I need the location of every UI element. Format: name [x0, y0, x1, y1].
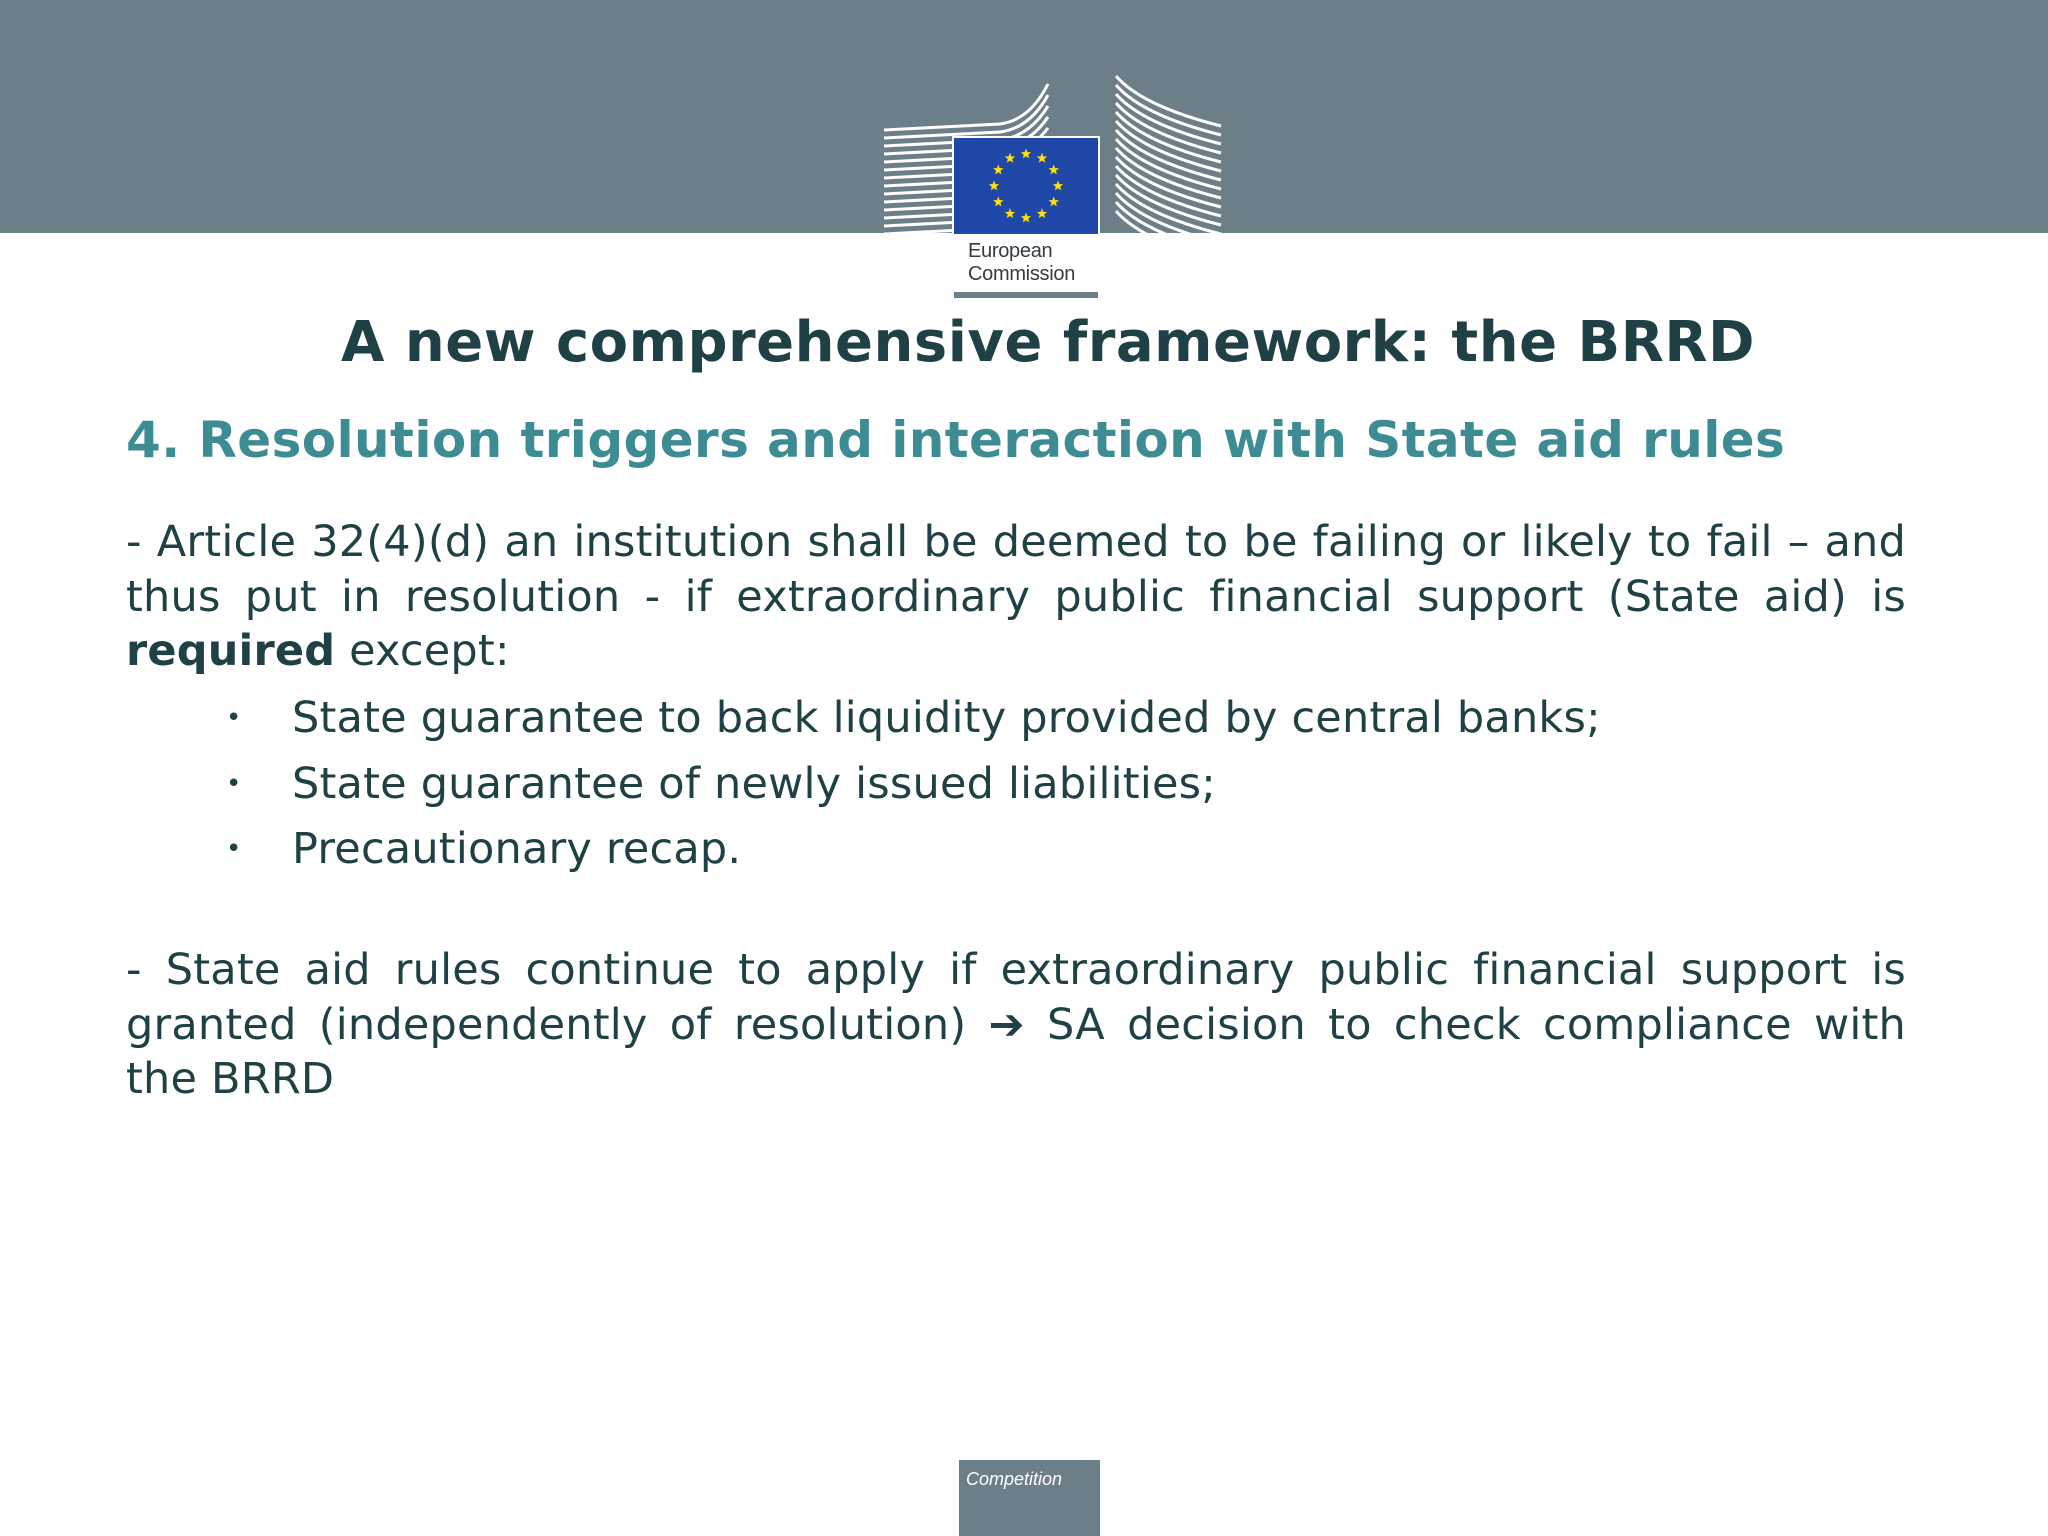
paragraph-state-aid-tail: SA decision to check compliance with the BRRD	[126, 999, 1906, 1104]
exception-list	[226, 686, 1601, 883]
list-item	[226, 817, 1601, 883]
list-item	[226, 752, 1601, 818]
paragraph-state-aid-text: - State aid rules continue to apply if extraordinary public financial support is granted (independently of resolution)	[126, 945, 1906, 1050]
footer-label: Competition	[966, 1469, 1063, 1489]
bullet-icon: •	[226, 703, 242, 733]
list-item-text: State guarantee of newly issued liabilities;	[292, 758, 1216, 809]
berlaymont-flag-icon	[880, 66, 1225, 236]
paragraph-article-32-tail: except:	[335, 626, 510, 676]
logo-caption-line2: Commission	[968, 263, 1076, 285]
list-item-text: Precautionary recap.	[292, 824, 742, 874]
european-commission-logo	[880, 66, 1225, 302]
bullet-icon: •	[226, 834, 242, 864]
paragraph-article-32	[126, 515, 1906, 679]
logo-caption	[968, 240, 1075, 286]
footer-tab	[959, 1460, 1100, 1536]
right-arrow-icon: ➔	[988, 999, 1025, 1050]
list-item	[226, 686, 1601, 752]
paragraph-article-32-text: - Article 32(4)(d) an institution shall be deemed to be failing or likely to fail – and thus put in resolution - if extraordinary public financial support (State aid) is	[126, 517, 1906, 622]
logo-underline	[954, 292, 1098, 298]
slide-title: A new comprehensive framework: the BRRD	[341, 310, 1755, 375]
slide-subtitle: 4. Resolution triggers and interaction with State aid rules	[126, 411, 1786, 469]
logo-caption-line1: European	[968, 240, 1053, 262]
bullet-icon: •	[226, 768, 242, 799]
list-item-text: State guarantee to back liquidity provided by central banks;	[292, 693, 1601, 743]
paragraph-state-aid	[126, 943, 1906, 1107]
paragraph-article-32-bold: required	[126, 626, 336, 676]
